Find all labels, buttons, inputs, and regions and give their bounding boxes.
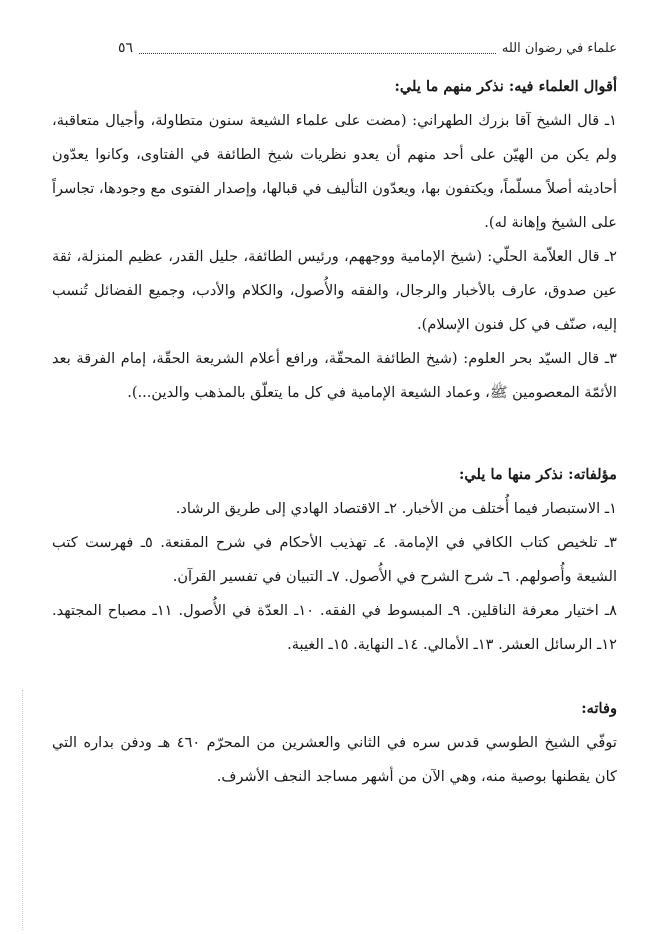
works-line-3: ٨ـ اختيار معرفة الناقلين. ٩ـ المبسوط في الفقه. ١٠ـ العدّة في الأُصول. ١١ـ مصباح المجتهد. ١٢ـ الرسائل العشر. ١٣ـ الأمالي. ١٤ـ النهاية. ١٥ـ الغيبة. [52, 602, 617, 653]
section-spacer [52, 662, 617, 692]
dot-leader [139, 43, 496, 54]
scholar-quote-3: ٣ـ قال السيّد بحر العلوم: (شيخ الطائفة المحقّة، ورافع أعلام الشريعة الحقّة، إمام الفرقة بعد الأئمّة المعصومين ﷺ، وعماد الشيعة الإمامية في كل ما يتعلّق بالمذهب والدين...). [52, 350, 617, 401]
scholars-heading: أقوال العلماء فيه: نذكر منهم ما يلي: [394, 78, 617, 95]
page-body [52, 70, 617, 794]
scan-edge-mark [22, 690, 24, 930]
scholar-quote-2: ٢ـ قال العلاّمة الحلّي: (شيخ الإمامية ووجههم، ورئيس الطائفة، جليل القدر، عظيم المنزلة، ثقة عين صدوق، عارف بالأخبار والرجال، والفقه والأُصول، والكلام والأدب، وجميع الفضائل تُنسب إليه، صنّف في كل فنون الإسلام). [52, 248, 617, 333]
section-spacer [52, 410, 617, 458]
death-heading: وفاته: [581, 700, 617, 717]
works-heading: مؤلفاته: نذكر منها ما يلي: [458, 466, 617, 483]
scholar-quote-1: ١ـ قال الشيخ آقا بزرك الطهراني: (مضت على علماء الشيعة سنون متطاولة، وأجيال متعاقبة، ولم يكن من الهيّن على أحد منهم أن يعدو نظريات شيخ الطائفة في الفتاوى، وكانوا يعدّون أحاديثه أصلاً مسلّماً، ويكتفون بها، ويعدّون التأليف في قبالها، وإصدار الفتوى مع وجودها، تجاسراً على الشيخ وإهانة له). [52, 112, 617, 231]
running-head [118, 38, 617, 58]
running-head-title: علماء في رضوان الله [501, 40, 617, 56]
works-line-2: ٣ـ تلخيص كتاب الكافي في الإمامة. ٤ـ تهذيب الأحكام في شرح المقنعة. ٥ـ فهرست كتب الشيعة وأُصولهم. ٦ـ شرح الشرح في الأُصول. ٧ـ التبيان في تفسير القرآن. [52, 534, 617, 585]
death-paragraph: توفّي الشيخ الطوسي قدس سره في الثاني والعشرين من المحرّم ٤٦٠ هـ ودفن بداره التي كان يقطنها بوصية منه، وهي الآن من أشهر مساجد النجف الأشرف. [52, 734, 617, 785]
page-number: ٥٦ [118, 40, 134, 56]
works-line-1: ١ـ الاستبصار فيما أُختلف من الأخبار. ٢ـ الاقتصاد الهادي إلى طريق الرشاد. [175, 500, 617, 517]
